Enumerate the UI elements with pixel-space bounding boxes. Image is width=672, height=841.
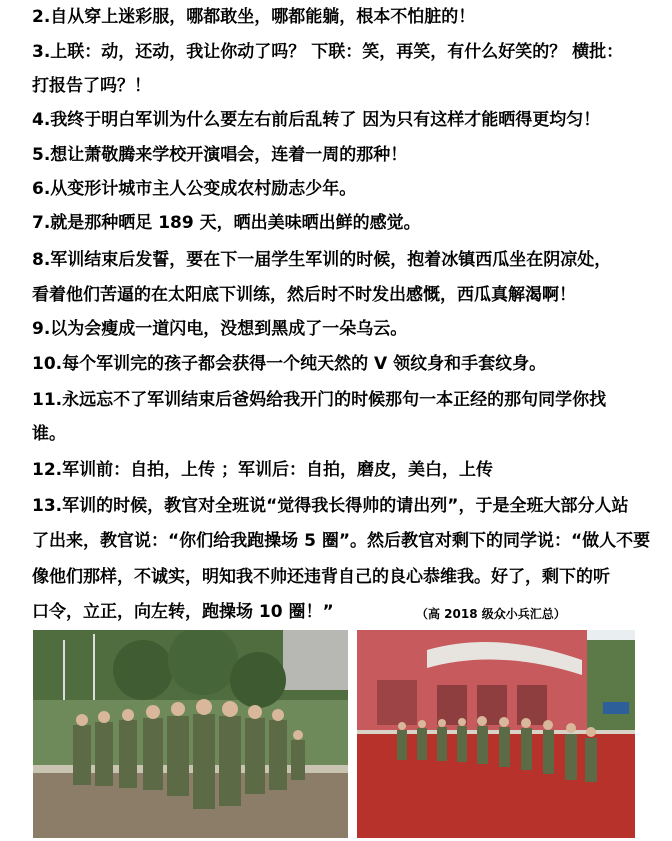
text-line: 3.上联：动，还动，我让你动了吗？ 下联：笑，再笑，有什么好笑的？ 横批： — [32, 42, 624, 62]
training-photo-right — [357, 630, 635, 838]
text-line: 7.就是那种晒足 189 天，晒出美味晒出鲜的感觉。 — [32, 213, 421, 233]
text-line: 13.军训的时候，教官对全班说“觉得我长得帅的请出列”，于是全班大部分人站 — [32, 496, 629, 516]
text-line: 了出来，教官说：“你们给我跑操场 5 圈”。然后教官对剩下的同学说：“做人不要 — [32, 531, 651, 551]
text-line: 像他们那样，不诚实，明知我不帅还违背自己的良心恭维我。好了，剩下的听 — [32, 567, 610, 587]
text-line: 12.军训前：自拍，上传 ；军训后：自拍，磨皮，美白，上传 — [32, 460, 494, 480]
text-line: 10.每个军训完的孩子都会获得一个纯天然的 V 领纹身和手套纹身。 — [32, 354, 547, 374]
text-line: 口令，立正，向左转，跑操场 10 圈！” — [32, 602, 334, 622]
author-credit: （高 2018 级众小兵汇总） — [416, 607, 566, 621]
text-line: 打报告了吗？！ — [32, 76, 151, 96]
text-line: 11.永远忘不了军训结束后爸妈给我开门的时候那句一本正经的那句同学你找 — [32, 390, 607, 410]
text-line: 8.军训结束后发誓，要在下一届学生军训的时候，抱着冰镇西瓜坐在阴凉处， — [32, 250, 612, 270]
text-line: 9.以为会瘦成一道闪电，没想到黑成了一朵乌云。 — [32, 319, 408, 339]
text-line: 2.自从穿上迷彩服，哪都敢坐，哪都能躺，根本不怕脏的！ — [32, 7, 476, 27]
text-line: 看着他们苦逼的在太阳底下训练，然后时不时发出感慨，西瓜真解渴啊！ — [32, 285, 576, 305]
text-line: 谁。 — [32, 424, 66, 444]
text-line: 5.想让萧敬腾来学校开演唱会，连着一周的那种！ — [32, 145, 408, 165]
text-line: 4.我终于明白军训为什么要左右前后乱转了 因为只有这样才能晒得更均匀！ — [32, 110, 601, 130]
text-line: 6.从变形计城市主人公变成农村励志少年。 — [32, 179, 357, 199]
training-photo-left — [33, 630, 348, 838]
